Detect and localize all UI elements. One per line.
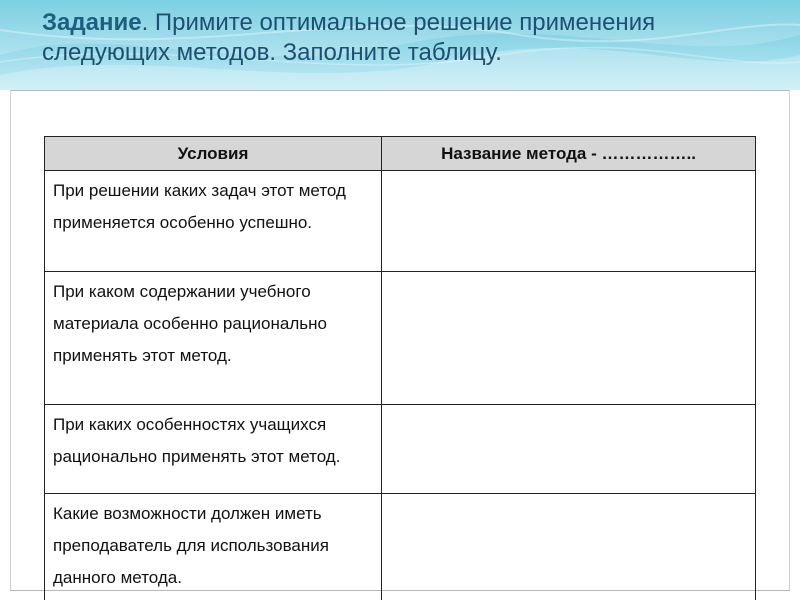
table-header-row <box>45 137 756 171</box>
answer-cell[interactable] <box>382 171 756 272</box>
condition-cell: При каких особенностях учащихся рационально применять этот метод. <box>45 405 382 494</box>
slide-title <box>42 8 772 68</box>
condition-cell: Какие возможности должен иметь преподаватель для использования данного метода. <box>45 494 382 600</box>
methods-table <box>44 136 756 600</box>
answer-cell[interactable] <box>382 405 756 494</box>
table-row <box>45 171 756 272</box>
answer-cell[interactable] <box>382 494 756 600</box>
frame-top-border <box>10 90 790 91</box>
answer-cell[interactable] <box>382 272 756 405</box>
table-row <box>45 494 756 600</box>
table-row <box>45 272 756 405</box>
condition-cell: При каком содержании учебного материала особенно рационально применять этот метод. <box>45 272 382 405</box>
frame-left-border <box>10 90 11 590</box>
condition-cell: При решении каких задач этот метод применяется особенно успешно. <box>45 171 382 272</box>
header-conditions: Условия <box>45 137 382 171</box>
table-row <box>45 405 756 494</box>
title-keyword: Задание <box>42 9 142 36</box>
frame-right-border <box>789 90 790 590</box>
title-text: . Примите оптимальное решение применения следующих методов. Заполните таблицу. <box>42 9 656 66</box>
header-method-name: Название метода - …………….. <box>382 137 756 171</box>
